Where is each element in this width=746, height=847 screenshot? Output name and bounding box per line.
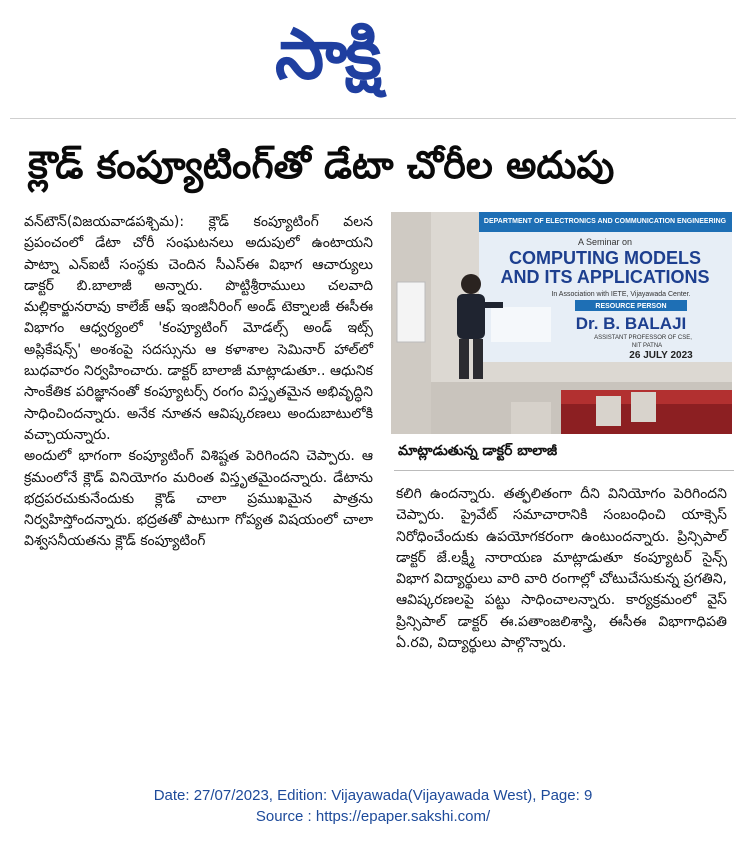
banner-assoc-text: In Association with IETE, Vijayawada Center.	[551, 291, 691, 298]
banner-dept-text: DEPARTMENT OF ELECTRONICS AND COMMUNICATION ENGINEERING	[483, 218, 727, 225]
article-paragraph: కలిగి ఉందన్నారు. తత్ఫలితంగా దీని వినియోగం పెరిగిందని చెప్పారు. ప్రైవేట్ సమాచారానికి సంబంధించి యాక్సెస్ నిరోధించేందుకు ఉపయోగకరంగా ఉంటుందన్నారు. ప్రిన్సిపాల్ డాక్టర్ జే.లక్ష్మీ నారాయణ మాట్లాడుతూ కంప్యూటర్ సైన్స్ విభాగ విద్యార్థులు వారి వారి రంగాల్లో చోటుచేసుకున్న ప్రగతిని, ఆవిష్కరణలపై పట్టు సాధించాలన్నారు. కార్యక్రమంలో వైస్ ప్రిన్సిపాల్ డాక్టర్ ఈ.పతాంజలిశాస్త్రి, ఈసీఈ విభాగాధిపతి ఏ.రవి, విద్యార్థులు పాల్గొన్నారు.	[396, 486, 727, 652]
footer-source-link[interactable]: Source : https://epaper.sakshi.com/	[255, 808, 491, 825]
article-headline: క్లౌడ్ కంప్యూటింగ్‌తో డేటా చోరీల అదుపు	[28, 143, 615, 187]
masthead	[0, 0, 746, 105]
article-left-column	[24, 212, 373, 553]
banner-resource-text: RESOURCE PERSON	[595, 303, 667, 310]
banner-title-line2: AND ITS APPLICATIONS	[500, 267, 710, 287]
sakshi-logo: సాక్షి	[275, 13, 380, 95]
banner-speaker-text: Dr. B. BALAJI	[575, 314, 687, 333]
banner-seminar-text: A Seminar on	[577, 237, 633, 247]
seminar-photo	[391, 212, 732, 434]
banner-speaker-inst: NIT PATNA	[631, 343, 663, 349]
banner-speaker-role: ASSISTANT PROFESSOR OF CSE,	[594, 335, 692, 341]
banner-title-line1: COMPUTING MODELS	[509, 248, 701, 268]
caption-divider	[394, 470, 734, 471]
seminar-photo-illustration	[391, 212, 732, 434]
top-divider	[10, 118, 736, 119]
article-paragraph: వన్‌టౌన్(విజయవాడపశ్చిమ): క్లౌడ్ కంప్యూటింగ్ వలన ప్రపంచంలో డేటా చోరీ సంఘటనలు అదుపులో ఉంటాయని పాట్నా ఎన్ఐటీ సంస్థకు చెందిన సీఎస్ఈ విభాగ ఆచార్యులు డాక్టర్ బి.బాలాజీ అన్నారు. పొట్టిశ్రీరాములు చలవాది మల్లికార్జునరావు కాలేజ్ ఆఫ్ ఇంజినీరింగ్ అండ్ టెక్నాలజీ ఈసీఈ విభాగం ఆధ్వర్యంలో 'కంప్యూటింగ్ మోడల్స్ అండ్ ఇట్స్ అప్లికేషన్స్' అంశంపై సదస్సును ఆ కళాశాల సెమినార్ హాల్‌లో బుధవారం నిర్వహించారు. డాక్టర్ బాలాజీ మాట్లాడుతూ.. ఆధునిక సాంకేతిక పరిజ్ఞానంతో కంప్యూటర్స్ రంగం విస్తృతమైన అభివృద్ధిని సాధించిందన్నారు. అనేక నూతన ఆవిష్కరణలు అందుబాటులోకి వచ్చాయన్నారు.	[24, 214, 373, 443]
banner-date-text: 26 JULY 2023	[629, 350, 693, 361]
photo-caption: మాట్లాడుతున్న డాక్టర్ బాలాజీ	[398, 443, 558, 459]
article-paragraph: అందులో భాగంగా కంప్యూటింగ్ విశిష్టత పెరిగిందని చెప్పారు. ఆ క్రమంలోనే క్లౌడ్ వినియోగం మరింత విస్తృతమైందన్నారు. డేటాను భద్రపరచుకునేందుకు క్లౌడ్ చాలా ప్రముఖమైన పాత్రను నిర్వహిస్తోందన్నారు. భద్రతతో పాటుగా గోప్యత విషయంలో చాలా విశ్వసనీయతను క్లౌడ్ కంప్యూటింగ్	[24, 448, 373, 550]
footer-edition-info: Date: 27/07/2023, Edition: Vijayawada(Vijayawada West), Page: 9	[153, 787, 593, 804]
article-right-column	[396, 484, 727, 654]
